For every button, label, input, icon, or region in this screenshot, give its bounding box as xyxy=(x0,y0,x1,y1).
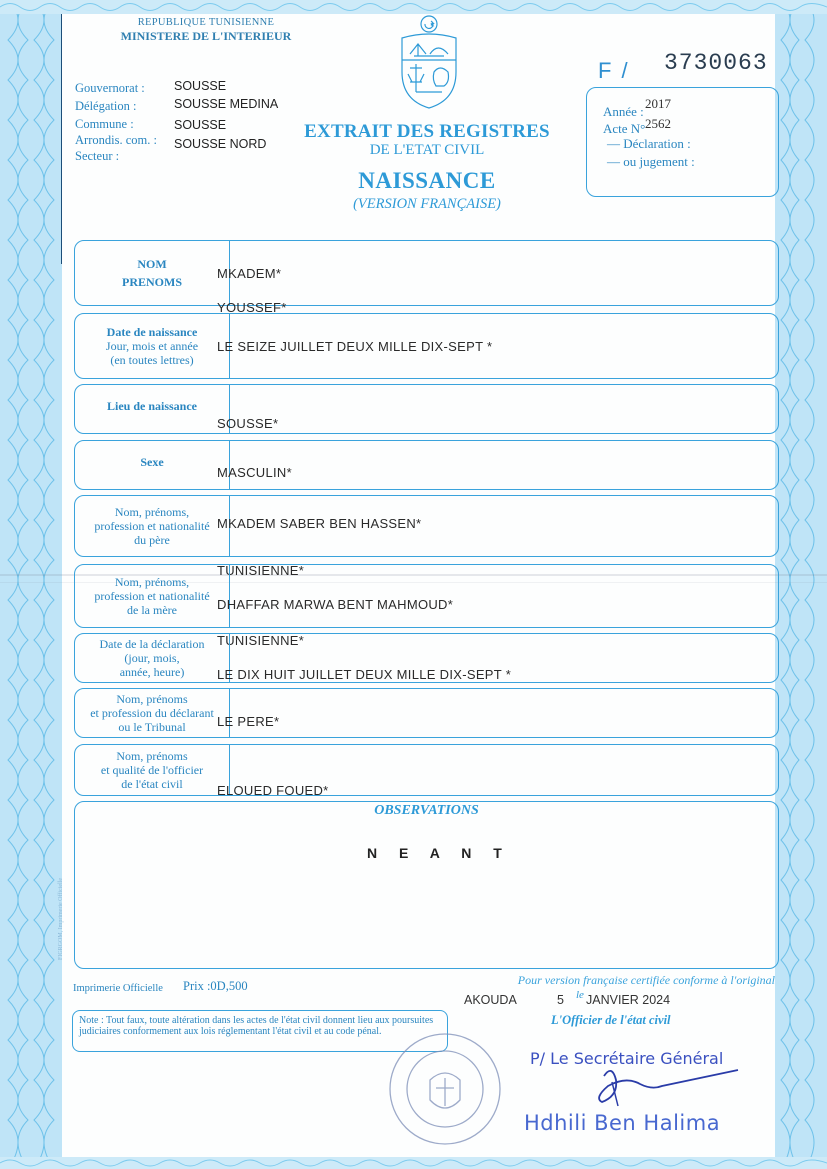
declaration-date-value: LE DIX HUIT JUILLET DEUX MILLE DIX-SEPT * xyxy=(217,667,512,682)
republic-name: REPUBLIQUE TUNISIENNE xyxy=(137,17,275,28)
officier-label-line1: Nom, prénoms xyxy=(116,749,188,763)
officer-title: L'Officier de l'état civil xyxy=(551,1013,671,1027)
document-title: EXTRAIT DES REGISTRES xyxy=(304,121,550,142)
mere-value: DHAFFAR MARWA BENT MAHMOUD* xyxy=(217,597,454,612)
acte-label: Acte N° xyxy=(603,121,646,136)
certification-note: Pour version française certifiée conforme à l'original xyxy=(517,973,775,987)
mere-label-line1: Nom, prénoms, xyxy=(114,575,190,589)
mere-nationality: TUNISIENNE* xyxy=(217,633,305,648)
right-guilloche-border xyxy=(775,0,827,1169)
pere-value: MKADEM SABER BEN HASSEN* xyxy=(217,516,422,531)
annee-value: 2017 xyxy=(645,96,671,111)
officier-label xyxy=(75,745,230,795)
ministry-name: MINISTERE DE L'INTERIEUR xyxy=(120,29,292,43)
lieu-label-text: Lieu de naissance xyxy=(106,399,197,413)
serial-number: 3730063 xyxy=(664,50,768,76)
issue-day: 5 xyxy=(557,993,564,1007)
margin-rule xyxy=(61,14,62,264)
dob-label-line2: Jour, mois et année xyxy=(105,339,199,353)
lieu-naissance-value: SOUSSE* xyxy=(217,416,279,431)
officier-label-line2: et qualité de l'officier xyxy=(100,763,204,777)
row-declarant xyxy=(74,688,779,738)
arrondissement-value: SOUSSE NORD xyxy=(174,137,267,151)
handwritten-signature xyxy=(582,1062,742,1112)
pere-label-line2: profession et nationalité xyxy=(94,519,210,533)
dob-label-line1: Date de naissance xyxy=(106,325,198,339)
annee-label: Année : xyxy=(603,104,644,119)
gouvernorat-value: SOUSSE xyxy=(174,79,227,93)
issue-month-year: JANVIER 2024 xyxy=(586,993,671,1007)
nom-value: MKADEM* xyxy=(217,266,282,281)
lieu-naissance-label xyxy=(75,385,230,433)
nom-prenoms-label xyxy=(75,241,230,305)
jugement-label: — ou jugement : xyxy=(607,154,695,169)
pere-nationality: TUNISIENNE* xyxy=(217,563,305,578)
delegation-value: SOUSSE MEDINA xyxy=(174,97,279,111)
commune-label: Commune : xyxy=(75,117,134,131)
mere-label xyxy=(75,565,230,627)
decl-label-line3: année, heure) xyxy=(119,665,185,679)
dob-label-line3: (en toutes lettres) xyxy=(110,353,194,367)
bottom-guilloche-border xyxy=(0,1157,827,1169)
observations-title: OBSERVATIONS xyxy=(374,803,479,818)
observations-value: N E A N T xyxy=(367,845,511,861)
commune-value: SOUSSE xyxy=(174,118,227,132)
row-nom-prenoms xyxy=(74,240,779,306)
document-subtitle: DE L'ETAT CIVIL xyxy=(369,142,485,158)
printer-name: Imprimerie Officielle xyxy=(73,983,163,994)
prenoms-value: YOUSSEF* xyxy=(217,300,287,315)
row-pere xyxy=(74,495,779,557)
officier-label-line3: de l'état civil xyxy=(121,777,183,791)
declarant-label-line3: ou le Tribunal xyxy=(118,720,186,734)
issue-date-le: le xyxy=(576,989,584,1001)
official-stamp xyxy=(386,1030,504,1148)
issue-place: AKOUDA xyxy=(464,993,517,1007)
row-mere xyxy=(74,564,779,628)
printer-vertical-mark: FIGRGOM, Imprimerie Officielle xyxy=(58,877,64,960)
declarant-label-line1: Nom, prénoms xyxy=(116,692,188,706)
declaration-date-label xyxy=(75,634,230,682)
decl-label-line2: (jour, mois, xyxy=(124,651,180,665)
secretary-general-title: P/ Le Secrétaire Général xyxy=(530,1049,724,1068)
officier-value: ELOUED FOUED* xyxy=(217,783,329,798)
pere-label xyxy=(75,496,230,556)
declarant-value: LE PERE* xyxy=(217,714,280,729)
registry-reference-box xyxy=(586,87,779,197)
date-naissance-label xyxy=(75,314,230,378)
legal-note: Note : Tout faux, toute altération dans les actes de l'état civil donnent lieu aux poursuites judiciaires conformement aux lois réglementant l'état civil et au code pénal. xyxy=(72,1010,448,1052)
nom-label: NOM xyxy=(137,257,167,271)
prenoms-label: PRENOMS xyxy=(122,275,182,289)
delegation-label: Délégation : xyxy=(75,99,137,113)
document-type: NAISSANCE xyxy=(358,168,496,193)
pere-label-line1: Nom, prénoms, xyxy=(114,505,190,519)
form-prefix: F / xyxy=(598,58,630,83)
mere-label-line3: de la mère xyxy=(127,603,177,617)
pere-label-line3: du père xyxy=(134,533,170,547)
sexe-value: MASCULIN* xyxy=(217,465,292,480)
decl-label-line1: Date de la déclaration xyxy=(99,637,205,651)
issuing-authority xyxy=(96,17,316,44)
sexe-label-text: Sexe xyxy=(140,455,164,469)
observations-box xyxy=(74,801,779,969)
declarant-label xyxy=(75,689,230,737)
declarant-label-line2: et profession du déclarant xyxy=(90,706,214,720)
coat-of-arms-emblem xyxy=(396,12,462,112)
row-sexe xyxy=(74,440,779,490)
acte-value: 2562 xyxy=(645,116,671,131)
mere-label-line2: profession et nationalité xyxy=(94,589,210,603)
document-version: (VERSION FRANÇAISE) xyxy=(353,196,501,212)
gouvernorat-label: Gouvernorat : xyxy=(75,81,145,95)
sexe-label xyxy=(75,441,230,489)
left-guilloche-border xyxy=(0,0,62,1169)
row-lieu-naissance xyxy=(74,384,779,434)
price: Prix :0D,500 xyxy=(183,979,248,993)
date-naissance-value: LE SEIZE JUILLET DEUX MILLE DIX-SEPT * xyxy=(217,339,493,354)
secteur-label: Secteur : xyxy=(75,149,120,163)
arrondissement-label: Arrondis. com. : xyxy=(75,133,157,147)
declaration-label: — Déclaration : xyxy=(607,136,691,151)
signer-name: Hdhili Ben Halima xyxy=(524,1111,721,1135)
row-officier xyxy=(74,744,779,796)
